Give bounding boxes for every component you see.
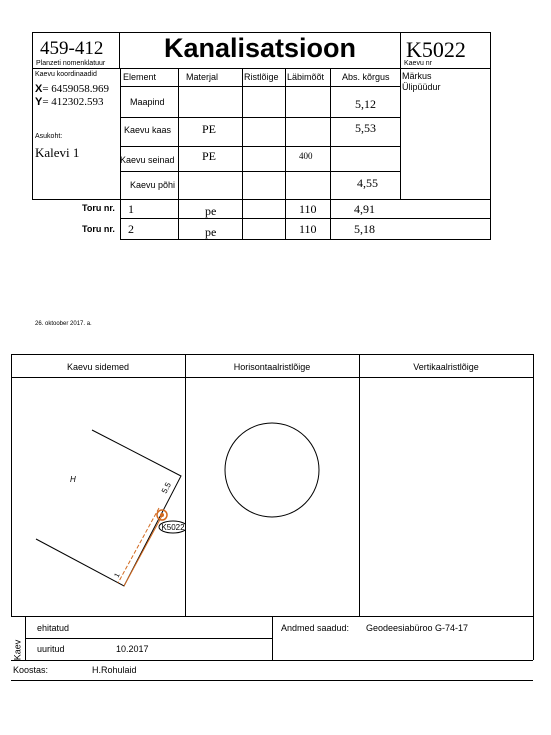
- nomenclature-value: 459-412: [40, 38, 104, 59]
- h-label: H: [70, 475, 76, 484]
- row-material: PE: [202, 122, 217, 136]
- col-header-remark: Märkus: [402, 71, 432, 81]
- footer-row-line: [25, 638, 272, 639]
- surveyed-label: uuritud: [37, 644, 65, 654]
- coord-y-label: Y: [35, 96, 43, 108]
- footer-author-line: [11, 680, 533, 681]
- source-value: Geodeesiabüroo G-74-17: [366, 623, 469, 633]
- distance-label: 5.5: [159, 480, 173, 495]
- pipe-material: pe: [205, 204, 217, 218]
- row-element: Kaevu põhi: [130, 180, 176, 190]
- author-label: Koostas:: [13, 665, 49, 675]
- pipe-diameter: 110: [299, 222, 317, 236]
- row-height: 4,55: [357, 176, 378, 190]
- side-label: Kaev: [12, 639, 23, 661]
- col-header-element: Element: [123, 72, 157, 82]
- coordinates-label: Kaevu koordinaadid: [35, 71, 97, 78]
- pipe-number-label: 1: [113, 572, 122, 579]
- site-sketch: [12, 378, 185, 616]
- col-line-height: [330, 68, 331, 240]
- row-line-5: [120, 218, 491, 219]
- pipe-number: 1: [128, 202, 134, 216]
- well-number-label: Kaevu nr: [404, 60, 433, 67]
- coord-x-value: = 6459058.969: [42, 83, 110, 95]
- footer-mid-line: [272, 616, 273, 660]
- well-number: K5022: [406, 37, 466, 62]
- pipe-height: 5,18: [354, 222, 375, 236]
- col-line-material: [178, 68, 179, 240]
- pipe-line: [124, 514, 163, 586]
- col-line-element: [120, 68, 121, 240]
- frame-right: [490, 32, 491, 240]
- pipe-material: pe: [205, 225, 217, 239]
- row-line-2: [120, 146, 400, 147]
- nomenclature-label: Planzeti nomenklatuur: [36, 60, 106, 67]
- pipe-number: 2: [128, 222, 134, 236]
- col2-title: Horisontaalristlõige: [233, 362, 311, 372]
- col-line-cross: [242, 68, 243, 240]
- surveyed-value: 10.2017: [116, 644, 149, 654]
- row-line-head: [120, 86, 400, 87]
- frame-left: [32, 32, 33, 199]
- page-title: Kanalisatsioon: [163, 33, 357, 63]
- well-center-icon: [160, 513, 164, 517]
- row-height: 5,12: [355, 97, 376, 111]
- row-line-4: [32, 199, 491, 200]
- well-circle-icon: [225, 423, 319, 517]
- diagram-frame-right: [533, 354, 534, 616]
- row-element: Kaevu kaas: [124, 125, 172, 135]
- row-diameter: 400: [299, 151, 313, 161]
- remark-value: Ülipüüdur: [402, 82, 441, 92]
- pipe-diameter: 110: [299, 202, 317, 216]
- footer-right-line: [533, 616, 534, 660]
- footer-bottom-line: [11, 660, 533, 661]
- well-label: K5022: [161, 523, 185, 532]
- row-line-6: [120, 239, 491, 240]
- diagram-frame-top: [11, 354, 533, 355]
- coord-y: [35, 96, 104, 108]
- coord-x: [35, 83, 109, 95]
- frame-div-well: [400, 32, 401, 68]
- pipe-label: Toru nr.: [82, 203, 115, 213]
- location-value: Kalevi 1: [35, 145, 80, 160]
- row-material: PE: [202, 149, 217, 163]
- row-line-1: [120, 117, 400, 118]
- col-line-diameter: [285, 68, 286, 240]
- diagram-div-2: [359, 354, 360, 616]
- col3-title: Vertikaalristlõige: [413, 362, 479, 372]
- col1-title: Kaevu sidemed: [66, 362, 130, 372]
- author-value: H.Rohulaid: [92, 665, 137, 675]
- source-label: Andmed saadud:: [281, 623, 350, 633]
- pipe-line-dashed: [118, 508, 159, 583]
- col-line-remark: [400, 68, 401, 200]
- location-label: Asukoht:: [35, 133, 63, 140]
- document-date: 26. oktoober 2017. a.: [35, 321, 92, 327]
- col-header-diameter: Läbimõõt: [287, 72, 325, 82]
- building-outline: [36, 430, 181, 586]
- pipe-height: 4,91: [354, 202, 375, 216]
- row-line-3: [120, 171, 400, 172]
- col-header-material: Materjal: [186, 72, 219, 82]
- horizontal-section: [186, 378, 359, 616]
- coord-y-value: = 412302.593: [42, 96, 104, 108]
- pipe-label: Toru nr.: [82, 224, 115, 234]
- row-element: Kaevu seinad: [120, 155, 175, 165]
- row-element: Maapind: [130, 97, 165, 107]
- col-header-height: Abs. kõrgus: [342, 72, 390, 82]
- col-header-cross: Ristlõige: [244, 72, 279, 82]
- frame-header-bottom: [32, 68, 491, 69]
- built-label: ehitatud: [37, 623, 70, 633]
- coord-x-label: X: [35, 83, 43, 95]
- row-height: 5,53: [355, 121, 376, 135]
